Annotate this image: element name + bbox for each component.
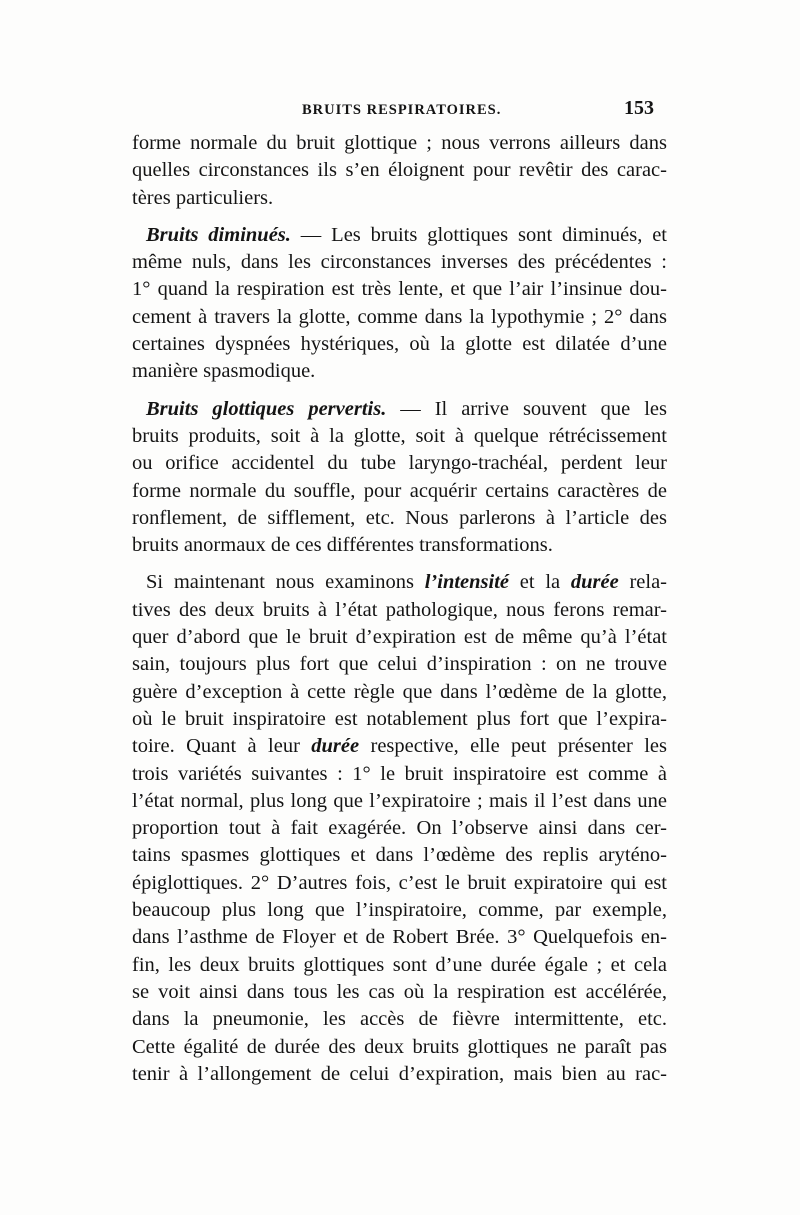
paragraph — [132, 569, 667, 1088]
text-line: Si maintenant nous examinons l’intensité et la durée rela- — [146, 571, 667, 594]
paragraph — [132, 396, 667, 560]
paragraph — [132, 222, 667, 386]
text-line: tères particuliers. — [132, 186, 274, 209]
text-line: manière spasmodique. — [132, 360, 316, 383]
emphasis: l’intensité — [424, 571, 510, 594]
section-heading: Bruits glottiques pervertis. — [146, 397, 387, 420]
text-line: où le bruit inspiratoire est notablement plus fort que l’expira- — [132, 707, 667, 730]
text-line: Cette égalité de durée des deux bruits glottiques ne paraît pas — [132, 1035, 667, 1058]
text-line: l’état normal, plus long que l’expiratoire ; mais il l’est dans une — [132, 789, 667, 812]
text-line: sain, toujours plus fort que celui d’inspiration : on ne trouve — [132, 653, 667, 676]
text-line: bruits anormaux de ces différentes transformations. — [132, 534, 553, 557]
text-line: dans la pneumonie, les accès de fièvre intermittente, etc. — [132, 1008, 667, 1031]
text-line: même nuls, dans les circonstances inverses des précédentes : — [132, 251, 667, 274]
text-line: Bruits glottiques pervertis. — Il arrive souvent que les — [146, 397, 667, 420]
text-line: 1° quand la respiration est très lente, et que l’air l’insinue dou- — [132, 278, 667, 301]
paragraph — [132, 130, 667, 212]
body-text — [132, 130, 667, 1088]
text-line: beaucoup plus long que l’inspiratoire, comme, par exemple, — [132, 899, 667, 922]
text-line: cement à travers la glotte, comme dans la lypothymie ; 2° dans — [132, 305, 667, 328]
text-line: bruits produits, soit à la glotte, soit à quelque rétrécissement — [132, 424, 667, 447]
text-line: proportion tout à fait exagérée. On l’observe ainsi dans cer- — [132, 817, 667, 840]
text-line: guère d’exception à cette règle que dans l’œdème de la glotte, — [132, 680, 667, 703]
page-number: 153 — [624, 97, 654, 119]
text-line: fin, les deux bruits glottiques sont d’une durée égale ; et cela — [132, 953, 667, 976]
text-line: forme normale du bruit glottique ; nous verrons ailleurs dans — [132, 132, 667, 154]
running-header — [132, 97, 654, 126]
text-line: trois variétés suivantes : 1° le bruit inspiratoire est comme à — [132, 762, 667, 785]
text-line: ou orifice accidentel du tube laryngo-trachéal, perdent leur — [132, 452, 667, 475]
text-line: épiglottiques. 2° D’autres fois, c’est le bruit expiratoire qui est — [132, 871, 667, 894]
section-heading: Bruits diminués. — [146, 223, 291, 246]
running-title: BRUITS RESPIRATOIRES. — [302, 102, 502, 118]
text-line: dans l’asthme de Floyer et de Robert Brée. 3° Quelquefois en- — [132, 926, 667, 949]
emphasis: durée — [311, 735, 360, 758]
text-line: Bruits diminués. — Les bruits glottiques sont diminués, et — [146, 223, 667, 246]
text-line: se voit ainsi dans tous les cas où la respiration est accélérée, — [132, 980, 667, 1003]
text-line: ronflement, de sifflement, etc. Nous parlerons à l’article des — [132, 506, 667, 529]
text-line: forme normale du souffle, pour acquérir certains caractères de — [132, 479, 667, 502]
text-line: certaines dyspnées hystériques, où la glotte est dilatée d’une — [132, 333, 667, 356]
text-line: tives des deux bruits à l’état pathologique, nous ferons remar- — [132, 598, 667, 621]
text-line: tains spasmes glottiques et dans l’œdème des replis aryténo- — [132, 844, 667, 867]
text-line: quelles circonstances ils s’en éloignent pour revêtir des carac- — [132, 159, 667, 182]
text-line: toire. Quant à leur durée respective, elle peut présenter les — [132, 735, 667, 758]
emphasis: durée — [570, 571, 619, 594]
text-line: tenir à l’allongement de celui d’expiration, mais bien au rac- — [132, 1062, 667, 1085]
text-line: quer d’abord que le bruit d’expiration est de même qu’à l’état — [132, 626, 667, 649]
